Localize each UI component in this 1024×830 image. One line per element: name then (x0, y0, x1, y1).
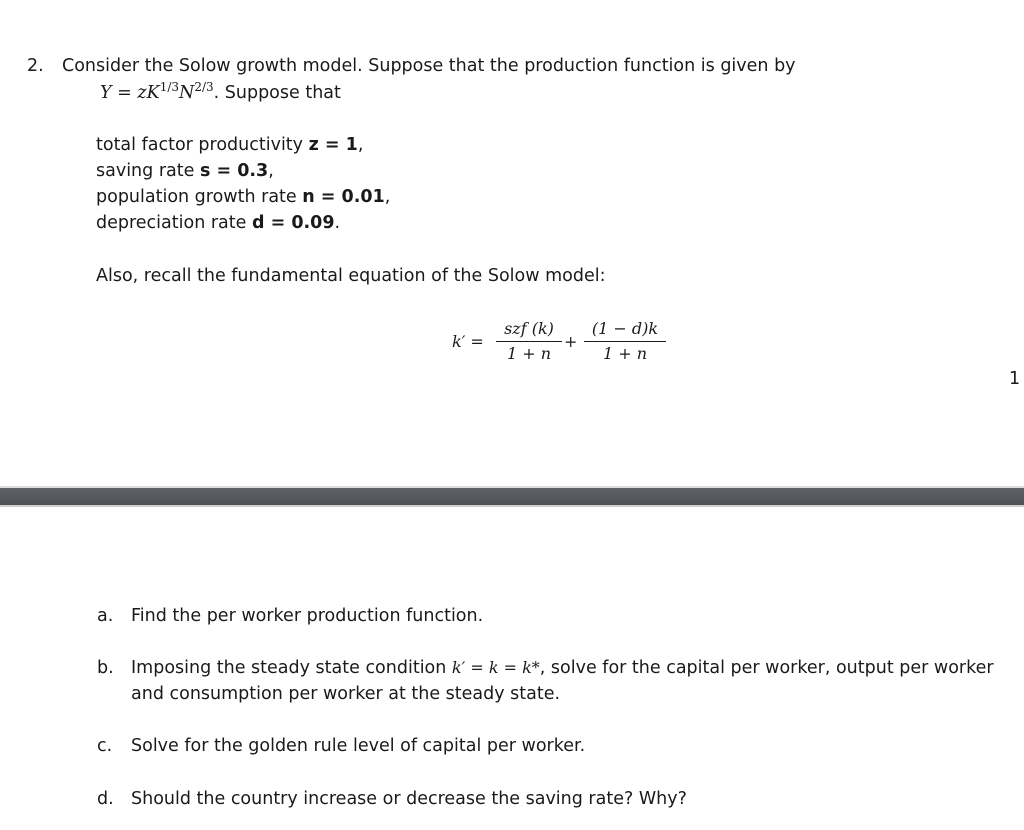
equation-plus: + (564, 332, 578, 351)
recall-sentence: Also, recall the fundamental equation of the Solow model: (96, 266, 606, 286)
question-d-text: Should the country increase or decrease the saving rate? Why? (131, 789, 687, 809)
param-tfp: total factor productivity z = 1, (96, 135, 364, 155)
question-a-text: Find the per worker production function. (131, 606, 484, 626)
fraction-savings-numerator: szf (k) (504, 319, 554, 338)
pf-k-exponent: 1/3 (159, 80, 180, 94)
problem-number: 2. (27, 56, 44, 76)
production-function (100, 82, 341, 104)
question-b-text: Imposing the steady state condition k′ = k = k*, solve for the capital per worker, output per worker (131, 658, 994, 678)
fraction-savings (496, 318, 562, 365)
fraction-savings-denominator: 1 + n (506, 344, 552, 363)
problem-intro: Consider the Solow growth model. Suppose that the production function is given by (62, 56, 796, 76)
question-a-label: a. (97, 606, 114, 626)
param-saving-rate: saving rate s = 0.3, (96, 161, 274, 181)
fraction-bar (496, 341, 562, 342)
question-b-text-line2: and consumption per worker at the steady state. (131, 684, 561, 704)
pf-n: N (179, 83, 195, 103)
document-page-bottom (0, 507, 1024, 830)
fraction-depreciation-numerator: (1 − d)k (591, 319, 659, 338)
fraction-bar (584, 341, 666, 342)
param-depreciation: depreciation rate d = 0.09. (96, 213, 341, 233)
steady-state-condition: k′ = k = k* (451, 658, 540, 677)
page-number: 1 (1009, 369, 1021, 389)
pf-k: K (146, 83, 160, 103)
question-d-label: d. (97, 789, 114, 809)
equation-lhs: k′ = (452, 332, 484, 351)
pf-z: z (137, 83, 147, 103)
pf-n-exponent: 2/3 (194, 80, 214, 94)
page-separator (0, 486, 1024, 507)
fraction-depreciation-denominator: 1 + n (602, 344, 648, 363)
question-b-label: b. (97, 658, 114, 678)
pf-lhs: Y (100, 83, 112, 103)
pf-trail: . Suppose that (213, 83, 341, 103)
param-population-growth: population growth rate n = 0.01, (96, 187, 391, 207)
question-c-text: Solve for the golden rule level of capital per worker. (131, 736, 586, 756)
question-c-label: c. (97, 736, 113, 756)
pf-equals: = (117, 83, 132, 103)
fraction-depreciation (584, 318, 666, 365)
